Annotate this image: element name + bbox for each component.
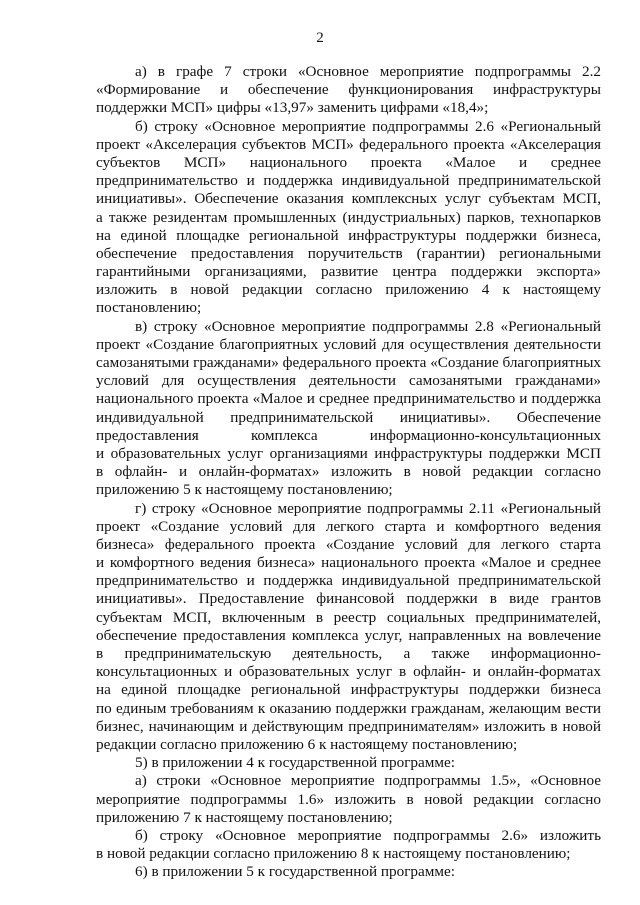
- paragraph-line: обеспечение предоставления поручительств (гарантии) региональными: [96, 244, 601, 262]
- paragraph-line: в новой редакции согласно приложению 8 к настоящему постановлению;: [96, 845, 571, 863]
- paragraph-line: приложению 7 к настоящему постановлению;: [96, 808, 393, 826]
- paragraph-line: и комфортного ведения бизнеса» национального проекта «Малое и среднее: [96, 554, 601, 572]
- paragraph: [96, 863, 601, 881]
- paragraph-line: г) строку «Основное мероприятие подпрограммы 2.11 «Региональный: [135, 499, 601, 517]
- paragraph-line: самозанятыми гражданами» федерального проекта «Создание благоприятных: [96, 354, 601, 371]
- paragraph-line: на единой площадке региональной инфраструктуры поддержки бизнеса: [96, 681, 601, 699]
- paragraph-line: б) строку «Основное мероприятие подпрограммы 2.6 «Региональный: [135, 117, 601, 135]
- paragraph-line: национального проекта «Малое и среднее предпринимательство и поддержка: [96, 390, 601, 408]
- paragraph: [96, 318, 601, 500]
- paragraph-line: инициативы». Предоставление финансовой поддержки в виде грантов: [96, 590, 601, 608]
- document-body: [96, 63, 601, 881]
- paragraph-line: субъектам МСП, включенным в реестр социальных предпринимателей,: [96, 608, 601, 626]
- paragraph-line: 5) в приложении 4 к государственной программе:: [135, 754, 455, 772]
- paragraph-line: субъектов МСП» национального проекта «Малое и среднее: [96, 153, 601, 171]
- paragraph-line: постановлению;: [96, 299, 202, 317]
- paragraph-line: проект «Акселерация субъектов МСП» федерального проекта «Акселерация: [96, 135, 601, 153]
- paragraph-line: предпринимательство и поддержка индивидуальной предпринимательской: [96, 572, 601, 590]
- paragraph-line: на единой площадке региональной инфраструктуры поддержки бизнеса,: [96, 226, 601, 244]
- paragraph-line: приложению 5 к настоящему постановлению;: [96, 481, 393, 499]
- paragraph: [96, 63, 601, 118]
- paragraph-line: предоставления комплекса информационно-консультационных: [96, 426, 601, 444]
- paragraph: [96, 500, 601, 755]
- paragraph-line: по единым требованиям к оказанию поддержки гражданам, желающим вести: [96, 699, 601, 717]
- paragraph-line: «Формирование и обеспечение функционирования инфраструктуры: [96, 81, 601, 99]
- paragraph-line: консультационных и образовательных услуг в офлайн- и онлайн-форматах: [96, 663, 601, 681]
- paragraph-line: б) строку «Основное мероприятие подпрограммы 2.6» изложить: [135, 826, 601, 844]
- paragraph-line: индивидуальной предпринимательской инициативы». Обеспечение: [96, 408, 601, 426]
- paragraph-line: проект «Создание условий для легкого старта и комфортного ведения: [96, 517, 601, 535]
- paragraph-line: поддержки МСП» цифры «13,97» заменить цифрами «18,4»;: [96, 99, 489, 117]
- paragraph-line: редакции согласно приложению 6 к настоящему постановлению;: [96, 735, 518, 753]
- paragraph-line: и образовательных услуг организациями инфраструктуры поддержки МСП: [96, 444, 601, 462]
- paragraph-line: мероприятие подпрограммы 1.6» изложить в новой редакции согласно: [96, 790, 601, 808]
- paragraph-line: бизнеса» федерального проекта «Создание условий для легкого старта: [96, 535, 601, 553]
- paragraph-line: изложить в новой редакции согласно приложению 4 к настоящему: [96, 281, 601, 299]
- paragraph-line: а) строки «Основное мероприятие подпрограммы 1.5», «Основное: [135, 772, 601, 790]
- paragraph: [96, 772, 601, 827]
- paragraph-line: в офлайн- и онлайн-форматах» изложить в новой редакции согласно: [96, 463, 601, 481]
- paragraph-line: гарантийными организациями, развитие центра поддержки экспорта»: [96, 263, 601, 281]
- paragraph-line: предпринимательство и поддержка индивидуальной предпринимательской: [96, 172, 601, 190]
- paragraph-line: проект «Создание благоприятных условий для осуществления деятельности: [96, 335, 601, 353]
- paragraph-line: а также резидентам промышленных (индустриальных) парков, технопарков: [96, 208, 601, 226]
- paragraph-line: обеспечение предоставления комплекса услуг, направленных на вовлечение: [96, 626, 601, 644]
- paragraph: [96, 754, 601, 772]
- paragraph-line: в предпринимательскую деятельность, а также информационно-: [96, 645, 601, 662]
- paragraph-line: условий для осуществления деятельности самозанятыми гражданами»: [96, 372, 601, 390]
- paragraph-line: инициативы». Обеспечение оказания комплексных услуг субъектам МСП,: [96, 190, 601, 208]
- paragraph-line: в) строку «Основное мероприятие подпрограммы 2.8 «Региональный: [135, 317, 601, 335]
- paragraph: [96, 118, 601, 318]
- page-number: 2: [316, 30, 324, 46]
- paragraph-line: а) в графе 7 строки «Основное мероприятие подпрограммы 2.2: [135, 63, 601, 80]
- paragraph-line: 6) в приложении 5 к государственной программе:: [135, 863, 455, 881]
- paragraph: [96, 827, 601, 863]
- paragraph-line: бизнес, начинающим и действующим предпринимателям» изложить в новой: [96, 717, 601, 735]
